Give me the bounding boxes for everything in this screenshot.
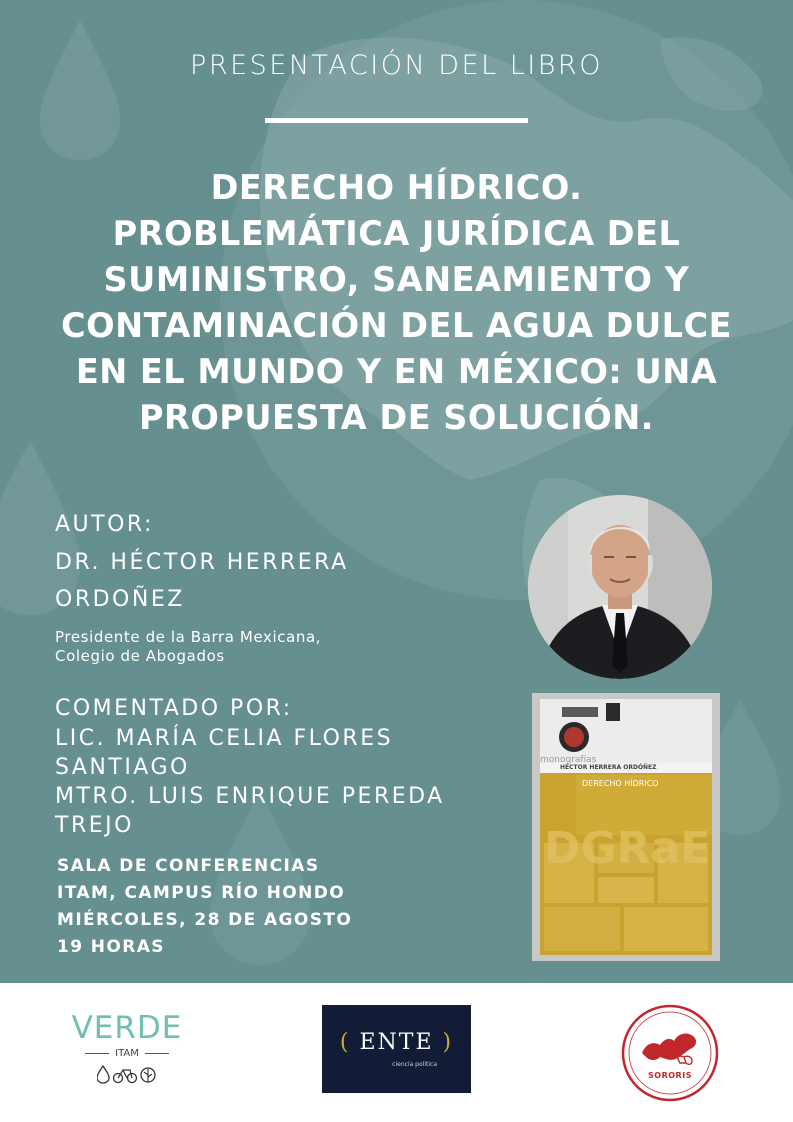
commentator-line: TREJO [55,813,134,838]
title-line: EN EL MUNDO Y EN MÉXICO: UNA [75,352,718,391]
title-line: PROPUESTA DE SOLUCIÓN. [138,398,655,437]
commentators-label: COMENTADO POR: [55,696,293,721]
verde-logo-word: VERDE [71,1010,183,1046]
verde-icons [97,1064,157,1084]
book-cover-title: DERECHO HÍDRICO [582,779,659,788]
title-line: SUMINISTRO, SANEAMIENTO Y [103,260,690,299]
ente-logo-sub: ciencia política [392,1061,437,1068]
title-line: PROBLEMÁTICA JURÍDICA DEL [112,214,681,253]
event-line: SALA DE CONFERENCIAS [57,856,320,876]
title-line: DERECHO HÍDRICO. [210,168,583,207]
portrait-illustration [528,495,712,679]
commentator-line: MTRO. LUIS ENRIQUE PEREDA [55,784,445,809]
event-line: MIÉRCOLES, 28 DE AGOSTO [57,910,353,930]
author-name-line: DR. HÉCTOR HERRERA [55,550,349,575]
event-line: ITAM, CAMPUS RÍO HONDO [57,883,346,903]
kicker-text: PRESENTACIÓN DEL LIBRO [190,50,603,81]
book-author: HÉCTOR HERRERA ORDÓÑEZ [560,764,657,771]
author-block [55,508,349,666]
svg-text:DGRaE: DGRaE [544,823,711,874]
ente-close-paren: ) [442,1030,454,1055]
ente-logo[interactable] [322,1005,471,1093]
ente-open-paren: ( [339,1030,351,1055]
author-name-line: ORDOÑEZ [55,587,185,612]
verde-itam-logo[interactable] [62,1010,192,1090]
author-role-line: Presidente de la Barra Mexicana, [55,628,322,646]
sororis-logo-word: SORORIS [648,1071,692,1080]
commentator-line: SANTIAGO [55,755,190,780]
commentator-line: LIC. MARÍA CELIA FLORES [55,726,394,751]
book-title [20,165,773,441]
book-cover-art [532,693,720,961]
verde-logo-sub: ITAM [62,1048,192,1059]
ente-word: ENTE [359,1030,434,1055]
book-series: monografías [540,755,597,765]
ente-logo-word [322,1030,471,1055]
sororis-logo[interactable] [620,1003,720,1103]
event-line: 19 HORAS [57,937,165,957]
drop-icon [97,1066,109,1083]
book-cover [532,693,720,961]
commentators-block [55,694,445,840]
event-details [57,853,352,961]
sororis-emblem [620,1003,720,1103]
divider-rule [265,118,528,123]
author-label: AUTOR: [55,512,154,537]
author-portrait [528,495,712,679]
author-role-line: Colegio de Abogados [55,647,225,665]
title-line: CONTAMINACIÓN DEL AGUA DULCE [61,306,732,345]
